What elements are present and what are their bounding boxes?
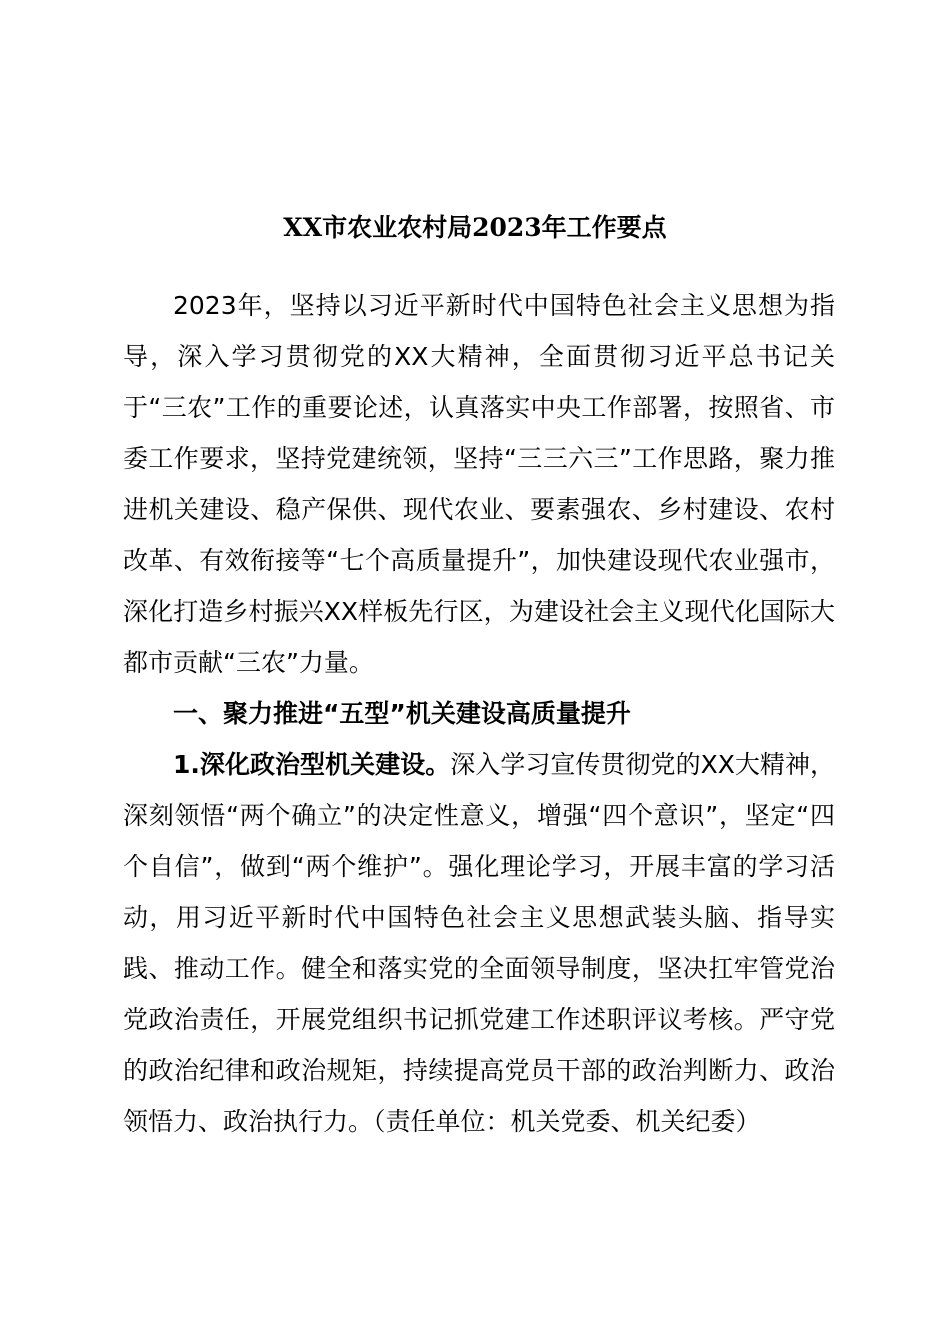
document-title: XX市农业农村局2023年工作要点 (283, 213, 667, 242)
section-heading-1: 一、聚力推进“五型”机关建设高质量提升 (173, 699, 631, 728)
item-paragraph-1 (123, 739, 835, 1147)
intro-paragraph: 2023年，坚持以习近平新时代中国特色社会主义思想为指导，深入学习贯彻党的XX大精神，全面贯彻习近平总书记关于“三农”工作的重要论述，认真落实中央工作部署，按照省、市委工作要求，坚持党建统领，坚持“三三六三”工作思路，聚力推进机关建设、稳产保供、现代农业、要素强农、乡村建设、农村改革、有效衔接等“七个高质量提升”，加快建设现代农业强市，深化打造乡村振兴XX样板先行区，为建设社会主义现代化国际大都市贡献“三农”力量。 (123, 291, 835, 677)
document-body (123, 280, 835, 1147)
item-body-1: 深入学习宣传贯彻党的XX大精神，深刻领悟“两个确立”的决定性意义，增强“四个意识”，坚定“四个自信”，做到“两个维护”。强化理论学习，开展丰富的学习活动，用习近平新时代中国特色社会主义思想武装头脑、指导实践、推动工作。健全和落实党的全面领导制度，坚决扛牢管党治党政治责任，开展党组织书记抓党建工作述职评议考核。严守党的政治纪律和政治规矩，持续提高党员干部的政治判断力、政治领悟力、政治执行力。（责任单位：机关党委、机关纪委） (123, 750, 835, 1136)
item-lead-1: 1.深化政治型机关建设。 (173, 750, 451, 779)
